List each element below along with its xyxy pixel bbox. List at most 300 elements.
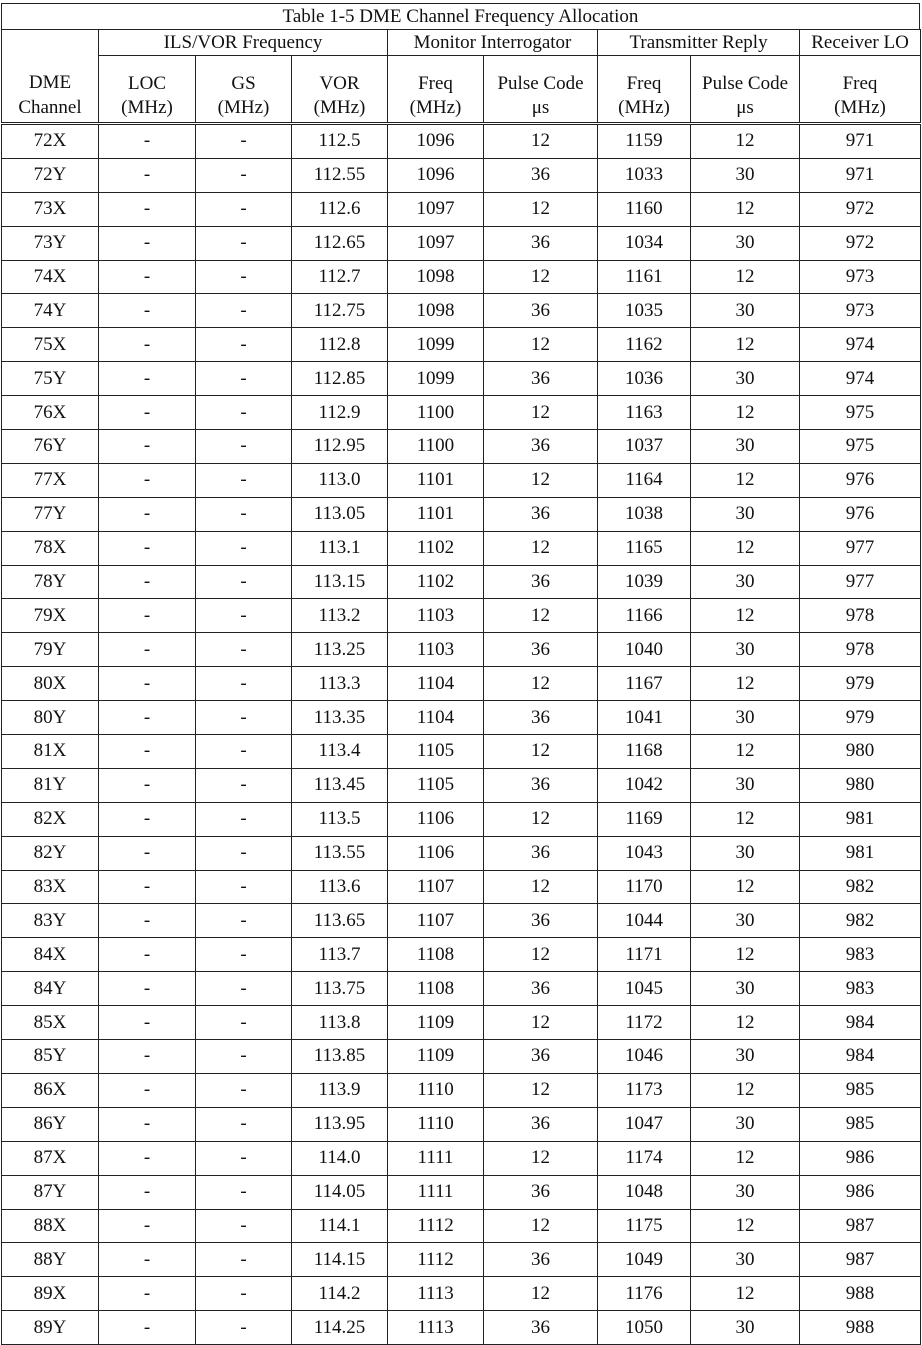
table-row — [2, 294, 921, 328]
transmitter-freq-cell: 1174 — [598, 1141, 691, 1175]
transmitter-pulse-cell: 30 — [691, 1040, 800, 1074]
monitor-pulse-cell: 12 — [484, 192, 598, 226]
dme-channel-cell: 78X — [2, 531, 99, 565]
dme-channel-cell: 86X — [2, 1073, 99, 1107]
monitor-freq-cell: 1102 — [388, 565, 484, 599]
loc-cell: - — [99, 667, 196, 701]
transmitter-freq-cell: 1049 — [598, 1243, 691, 1277]
loc-cell: - — [99, 260, 196, 294]
monitor-freq-cell: 1111 — [388, 1141, 484, 1175]
vor-cell: 112.6 — [292, 192, 388, 226]
gs-cell: - — [196, 463, 292, 497]
receiver-freq-cell: 979 — [800, 701, 921, 735]
vor-cell: 112.9 — [292, 396, 388, 430]
transmitter-pulse-cell: 12 — [691, 463, 800, 497]
gs-cell: - — [196, 1311, 292, 1345]
monitor-freq-cell: 1113 — [388, 1311, 484, 1345]
transmitter-pulse-cell: 12 — [691, 667, 800, 701]
receiver-freq-cell: 988 — [800, 1277, 921, 1311]
table-body — [2, 124, 921, 1345]
transmitter-pulse-cell: 30 — [691, 1175, 800, 1209]
loc-cell: - — [99, 1277, 196, 1311]
dme-channel-cell: 84Y — [2, 972, 99, 1006]
transmitter-pulse-cell: 30 — [691, 633, 800, 667]
transmitter-pulse-cell: 30 — [691, 768, 800, 802]
loc-cell: - — [99, 1243, 196, 1277]
vor-cell: 112.55 — [292, 158, 388, 192]
monitor-pulse-cell: 36 — [484, 768, 598, 802]
monitor-pulse-cell: 36 — [484, 158, 598, 192]
table-row — [2, 870, 921, 904]
transmitter-freq-cell: 1038 — [598, 497, 691, 531]
dme-channel-cell: 85X — [2, 1006, 99, 1040]
table-row — [2, 1107, 921, 1141]
gs-cell: - — [196, 667, 292, 701]
loc-cell: - — [99, 972, 196, 1006]
transmitter-pulse-cell: 12 — [691, 260, 800, 294]
dme-channel-cell: 77Y — [2, 497, 99, 531]
monitor-pulse-cell: 36 — [484, 1107, 598, 1141]
monitor-pulse-cell: 12 — [484, 667, 598, 701]
receiver-freq-cell: 972 — [800, 226, 921, 260]
receiver-freq-cell: 976 — [800, 497, 921, 531]
loc-cell: - — [99, 1209, 196, 1243]
monitor-freq-cell: 1105 — [388, 768, 484, 802]
transmitter-pulse-cell: 30 — [691, 1107, 800, 1141]
table-row — [2, 396, 921, 430]
monitor-freq-cell: 1107 — [388, 904, 484, 938]
table-row — [2, 1141, 921, 1175]
gs-cell: - — [196, 1243, 292, 1277]
receiver-freq-cell: 974 — [800, 362, 921, 396]
table-row — [2, 768, 921, 802]
loc-cell: - — [99, 1311, 196, 1345]
table-row — [2, 1073, 921, 1107]
header-dme-channel: DME Channel — [2, 30, 99, 124]
monitor-freq-cell: 1104 — [388, 701, 484, 735]
transmitter-freq-cell: 1175 — [598, 1209, 691, 1243]
vor-cell: 113.0 — [292, 463, 388, 497]
gs-cell: - — [196, 1141, 292, 1175]
gs-cell: - — [196, 362, 292, 396]
table-row — [2, 667, 921, 701]
dme-channel-cell: 84X — [2, 938, 99, 972]
gs-cell: - — [196, 938, 292, 972]
monitor-pulse-cell: 36 — [484, 226, 598, 260]
vor-cell: 114.2 — [292, 1277, 388, 1311]
transmitter-pulse-cell: 30 — [691, 226, 800, 260]
gs-cell: - — [196, 430, 292, 464]
vor-cell: 113.4 — [292, 735, 388, 769]
header-group-receiver: Receiver LO — [800, 30, 921, 56]
loc-cell: - — [99, 565, 196, 599]
table-row — [2, 701, 921, 735]
receiver-freq-cell: 984 — [800, 1006, 921, 1040]
monitor-freq-cell: 1106 — [388, 802, 484, 836]
header-gs: GS (MHz) — [196, 56, 292, 124]
monitor-pulse-cell: 36 — [484, 497, 598, 531]
receiver-freq-cell: 983 — [800, 938, 921, 972]
receiver-freq-cell: 981 — [800, 836, 921, 870]
receiver-freq-cell: 979 — [800, 667, 921, 701]
monitor-pulse-cell: 36 — [484, 565, 598, 599]
monitor-freq-cell: 1096 — [388, 124, 484, 159]
table-row — [2, 1243, 921, 1277]
transmitter-pulse-cell: 30 — [691, 836, 800, 870]
monitor-freq-cell: 1108 — [388, 972, 484, 1006]
dme-channel-cell: 74X — [2, 260, 99, 294]
transmitter-freq-cell: 1041 — [598, 701, 691, 735]
loc-cell: - — [99, 497, 196, 531]
receiver-freq-cell: 975 — [800, 396, 921, 430]
receiver-freq-cell: 983 — [800, 972, 921, 1006]
dme-channel-cell: 77X — [2, 463, 99, 497]
transmitter-pulse-cell: 12 — [691, 328, 800, 362]
loc-cell: - — [99, 1107, 196, 1141]
table-row — [2, 226, 921, 260]
table-row — [2, 802, 921, 836]
monitor-freq-cell: 1100 — [388, 430, 484, 464]
gs-cell: - — [196, 328, 292, 362]
monitor-freq-cell: 1112 — [388, 1243, 484, 1277]
monitor-pulse-cell: 12 — [484, 328, 598, 362]
dme-channel-cell: 82X — [2, 802, 99, 836]
transmitter-pulse-cell: 12 — [691, 531, 800, 565]
monitor-freq-cell: 1098 — [388, 260, 484, 294]
receiver-freq-cell: 972 — [800, 192, 921, 226]
dme-channel-cell: 81Y — [2, 768, 99, 802]
transmitter-pulse-cell: 12 — [691, 1006, 800, 1040]
monitor-freq-cell: 1104 — [388, 667, 484, 701]
monitor-pulse-cell: 12 — [484, 938, 598, 972]
monitor-freq-cell: 1109 — [388, 1040, 484, 1074]
transmitter-freq-cell: 1046 — [598, 1040, 691, 1074]
monitor-freq-cell: 1098 — [388, 294, 484, 328]
monitor-freq-cell: 1099 — [388, 362, 484, 396]
dme-channel-cell: 87Y — [2, 1175, 99, 1209]
transmitter-pulse-cell: 12 — [691, 1277, 800, 1311]
gs-cell: - — [196, 158, 292, 192]
monitor-pulse-cell: 12 — [484, 260, 598, 294]
monitor-pulse-cell: 36 — [484, 836, 598, 870]
monitor-pulse-cell: 12 — [484, 396, 598, 430]
monitor-pulse-cell: 12 — [484, 531, 598, 565]
transmitter-freq-cell: 1168 — [598, 735, 691, 769]
gs-cell: - — [196, 701, 292, 735]
monitor-pulse-cell: 36 — [484, 633, 598, 667]
monitor-freq-cell: 1110 — [388, 1073, 484, 1107]
receiver-freq-cell: 984 — [800, 1040, 921, 1074]
monitor-pulse-cell: 12 — [484, 735, 598, 769]
table-row — [2, 192, 921, 226]
transmitter-pulse-cell: 12 — [691, 1073, 800, 1107]
monitor-pulse-cell: 12 — [484, 599, 598, 633]
transmitter-freq-cell: 1171 — [598, 938, 691, 972]
transmitter-pulse-cell: 12 — [691, 1141, 800, 1175]
monitor-pulse-cell: 36 — [484, 430, 598, 464]
receiver-freq-cell: 987 — [800, 1243, 921, 1277]
transmitter-freq-cell: 1167 — [598, 667, 691, 701]
transmitter-pulse-cell: 30 — [691, 362, 800, 396]
receiver-freq-cell: 986 — [800, 1175, 921, 1209]
document-page — [1, 3, 920, 1345]
receiver-freq-cell: 985 — [800, 1073, 921, 1107]
monitor-freq-cell: 1105 — [388, 735, 484, 769]
gs-cell: - — [196, 124, 292, 159]
monitor-freq-cell: 1107 — [388, 870, 484, 904]
transmitter-freq-cell: 1039 — [598, 565, 691, 599]
dme-channel-cell: 82Y — [2, 836, 99, 870]
transmitter-freq-cell: 1037 — [598, 430, 691, 464]
transmitter-freq-cell: 1034 — [598, 226, 691, 260]
transmitter-pulse-cell: 30 — [691, 1311, 800, 1345]
loc-cell: - — [99, 870, 196, 904]
transmitter-freq-cell: 1169 — [598, 802, 691, 836]
monitor-freq-cell: 1113 — [388, 1277, 484, 1311]
vor-cell: 112.7 — [292, 260, 388, 294]
transmitter-freq-cell: 1048 — [598, 1175, 691, 1209]
dme-channel-cell: 76X — [2, 396, 99, 430]
receiver-freq-cell: 980 — [800, 735, 921, 769]
transmitter-freq-cell: 1050 — [598, 1311, 691, 1345]
monitor-freq-cell: 1097 — [388, 192, 484, 226]
table-row — [2, 158, 921, 192]
loc-cell: - — [99, 1175, 196, 1209]
header-transmitter-pulse: Pulse Code μs — [691, 56, 800, 124]
receiver-freq-cell: 971 — [800, 124, 921, 159]
gs-cell: - — [196, 735, 292, 769]
monitor-freq-cell: 1111 — [388, 1175, 484, 1209]
gs-cell: - — [196, 904, 292, 938]
transmitter-freq-cell: 1173 — [598, 1073, 691, 1107]
loc-cell: - — [99, 938, 196, 972]
transmitter-freq-cell: 1044 — [598, 904, 691, 938]
gs-cell: - — [196, 226, 292, 260]
gs-cell: - — [196, 1175, 292, 1209]
vor-cell: 113.2 — [292, 599, 388, 633]
transmitter-pulse-cell: 12 — [691, 396, 800, 430]
vor-cell: 112.65 — [292, 226, 388, 260]
vor-cell: 113.25 — [292, 633, 388, 667]
loc-cell: - — [99, 735, 196, 769]
table-row — [2, 1040, 921, 1074]
monitor-freq-cell: 1112 — [388, 1209, 484, 1243]
vor-cell: 112.95 — [292, 430, 388, 464]
dme-channel-cell: 89X — [2, 1277, 99, 1311]
monitor-freq-cell: 1102 — [388, 531, 484, 565]
vor-cell: 113.7 — [292, 938, 388, 972]
monitor-pulse-cell: 36 — [484, 1311, 598, 1345]
receiver-freq-cell: 985 — [800, 1107, 921, 1141]
vor-cell: 112.75 — [292, 294, 388, 328]
receiver-freq-cell: 973 — [800, 260, 921, 294]
vor-cell: 113.55 — [292, 836, 388, 870]
monitor-pulse-cell: 12 — [484, 870, 598, 904]
gs-cell: - — [196, 802, 292, 836]
transmitter-freq-cell: 1035 — [598, 294, 691, 328]
transmitter-pulse-cell: 12 — [691, 1209, 800, 1243]
receiver-freq-cell: 977 — [800, 531, 921, 565]
transmitter-pulse-cell: 30 — [691, 158, 800, 192]
gs-cell: - — [196, 1107, 292, 1141]
transmitter-pulse-cell: 12 — [691, 124, 800, 159]
loc-cell: - — [99, 294, 196, 328]
monitor-pulse-cell: 36 — [484, 1175, 598, 1209]
transmitter-freq-cell: 1033 — [598, 158, 691, 192]
dme-channel-cell: 74Y — [2, 294, 99, 328]
vor-cell: 113.85 — [292, 1040, 388, 1074]
transmitter-pulse-cell: 12 — [691, 599, 800, 633]
monitor-freq-cell: 1103 — [388, 599, 484, 633]
transmitter-freq-cell: 1161 — [598, 260, 691, 294]
transmitter-pulse-cell: 30 — [691, 1243, 800, 1277]
monitor-pulse-cell: 12 — [484, 1209, 598, 1243]
table-row — [2, 362, 921, 396]
dme-channel-cell: 75X — [2, 328, 99, 362]
monitor-freq-cell: 1101 — [388, 463, 484, 497]
header-group-transmitter: Transmitter Reply — [598, 30, 800, 56]
transmitter-freq-cell: 1170 — [598, 870, 691, 904]
transmitter-freq-cell: 1042 — [598, 768, 691, 802]
table-row — [2, 124, 921, 159]
dme-frequency-table — [1, 29, 921, 1345]
monitor-pulse-cell: 36 — [484, 362, 598, 396]
transmitter-freq-cell: 1166 — [598, 599, 691, 633]
dme-channel-cell: 83Y — [2, 904, 99, 938]
vor-cell: 113.8 — [292, 1006, 388, 1040]
receiver-freq-cell: 973 — [800, 294, 921, 328]
receiver-freq-cell: 982 — [800, 870, 921, 904]
vor-cell: 114.05 — [292, 1175, 388, 1209]
receiver-freq-cell: 988 — [800, 1311, 921, 1345]
transmitter-freq-cell: 1043 — [598, 836, 691, 870]
table-row — [2, 1209, 921, 1243]
dme-channel-cell: 76Y — [2, 430, 99, 464]
loc-cell: - — [99, 904, 196, 938]
monitor-pulse-cell: 36 — [484, 904, 598, 938]
vor-cell: 113.35 — [292, 701, 388, 735]
monitor-pulse-cell: 12 — [484, 1006, 598, 1040]
monitor-freq-cell: 1097 — [388, 226, 484, 260]
gs-cell: - — [196, 633, 292, 667]
gs-cell: - — [196, 1040, 292, 1074]
table-row — [2, 463, 921, 497]
loc-cell: - — [99, 802, 196, 836]
table-row — [2, 599, 921, 633]
monitor-freq-cell: 1109 — [388, 1006, 484, 1040]
gs-cell: - — [196, 1073, 292, 1107]
dme-channel-cell: 83X — [2, 870, 99, 904]
dme-channel-cell: 88Y — [2, 1243, 99, 1277]
table-row — [2, 531, 921, 565]
dme-channel-cell: 75Y — [2, 362, 99, 396]
table-row — [2, 633, 921, 667]
transmitter-freq-cell: 1040 — [598, 633, 691, 667]
vor-cell: 114.1 — [292, 1209, 388, 1243]
transmitter-pulse-cell: 30 — [691, 430, 800, 464]
transmitter-pulse-cell: 30 — [691, 972, 800, 1006]
header-vor: VOR (MHz) — [292, 56, 388, 124]
vor-cell: 113.9 — [292, 1073, 388, 1107]
transmitter-freq-cell: 1165 — [598, 531, 691, 565]
monitor-pulse-cell: 36 — [484, 1040, 598, 1074]
dme-channel-cell: 80Y — [2, 701, 99, 735]
table-row — [2, 1277, 921, 1311]
dme-channel-cell: 85Y — [2, 1040, 99, 1074]
receiver-freq-cell: 981 — [800, 802, 921, 836]
gs-cell: - — [196, 531, 292, 565]
monitor-freq-cell: 1096 — [388, 158, 484, 192]
receiver-freq-cell: 986 — [800, 1141, 921, 1175]
transmitter-pulse-cell: 12 — [691, 938, 800, 972]
loc-cell: - — [99, 836, 196, 870]
monitor-pulse-cell: 12 — [484, 1141, 598, 1175]
loc-cell: - — [99, 531, 196, 565]
transmitter-pulse-cell: 30 — [691, 701, 800, 735]
monitor-pulse-cell: 36 — [484, 294, 598, 328]
transmitter-freq-cell: 1160 — [598, 192, 691, 226]
monitor-freq-cell: 1108 — [388, 938, 484, 972]
vor-cell: 113.1 — [292, 531, 388, 565]
receiver-freq-cell: 975 — [800, 430, 921, 464]
dme-channel-cell: 79Y — [2, 633, 99, 667]
loc-cell: - — [99, 633, 196, 667]
transmitter-freq-cell: 1162 — [598, 328, 691, 362]
receiver-freq-cell: 977 — [800, 565, 921, 599]
monitor-pulse-cell: 12 — [484, 1277, 598, 1311]
vor-cell: 113.65 — [292, 904, 388, 938]
receiver-freq-cell: 980 — [800, 768, 921, 802]
loc-cell: - — [99, 1141, 196, 1175]
loc-cell: - — [99, 1073, 196, 1107]
monitor-freq-cell: 1106 — [388, 836, 484, 870]
dme-channel-cell: 72Y — [2, 158, 99, 192]
header-receiver-freq: Freq (MHz) — [800, 56, 921, 124]
receiver-freq-cell: 978 — [800, 633, 921, 667]
transmitter-pulse-cell: 30 — [691, 294, 800, 328]
receiver-freq-cell: 978 — [800, 599, 921, 633]
monitor-pulse-cell: 12 — [484, 463, 598, 497]
vor-cell: 112.5 — [292, 124, 388, 159]
gs-cell: - — [196, 192, 292, 226]
loc-cell: - — [99, 430, 196, 464]
header-monitor-pulse: Pulse Code μs — [484, 56, 598, 124]
vor-cell: 113.75 — [292, 972, 388, 1006]
dme-channel-cell: 73X — [2, 192, 99, 226]
vor-cell: 114.0 — [292, 1141, 388, 1175]
monitor-freq-cell: 1101 — [388, 497, 484, 531]
transmitter-pulse-cell: 12 — [691, 802, 800, 836]
gs-cell: - — [196, 260, 292, 294]
gs-cell: - — [196, 599, 292, 633]
dme-channel-cell: 78Y — [2, 565, 99, 599]
monitor-freq-cell: 1110 — [388, 1107, 484, 1141]
transmitter-freq-cell: 1172 — [598, 1006, 691, 1040]
vor-cell: 113.05 — [292, 497, 388, 531]
vor-cell: 114.25 — [292, 1311, 388, 1345]
vor-cell: 113.6 — [292, 870, 388, 904]
header-column-row — [2, 56, 921, 124]
transmitter-freq-cell: 1159 — [598, 124, 691, 159]
loc-cell: - — [99, 396, 196, 430]
gs-cell: - — [196, 294, 292, 328]
receiver-freq-cell: 974 — [800, 328, 921, 362]
vor-cell: 112.8 — [292, 328, 388, 362]
transmitter-pulse-cell: 12 — [691, 192, 800, 226]
loc-cell: - — [99, 701, 196, 735]
loc-cell: - — [99, 328, 196, 362]
vor-cell: 113.15 — [292, 565, 388, 599]
